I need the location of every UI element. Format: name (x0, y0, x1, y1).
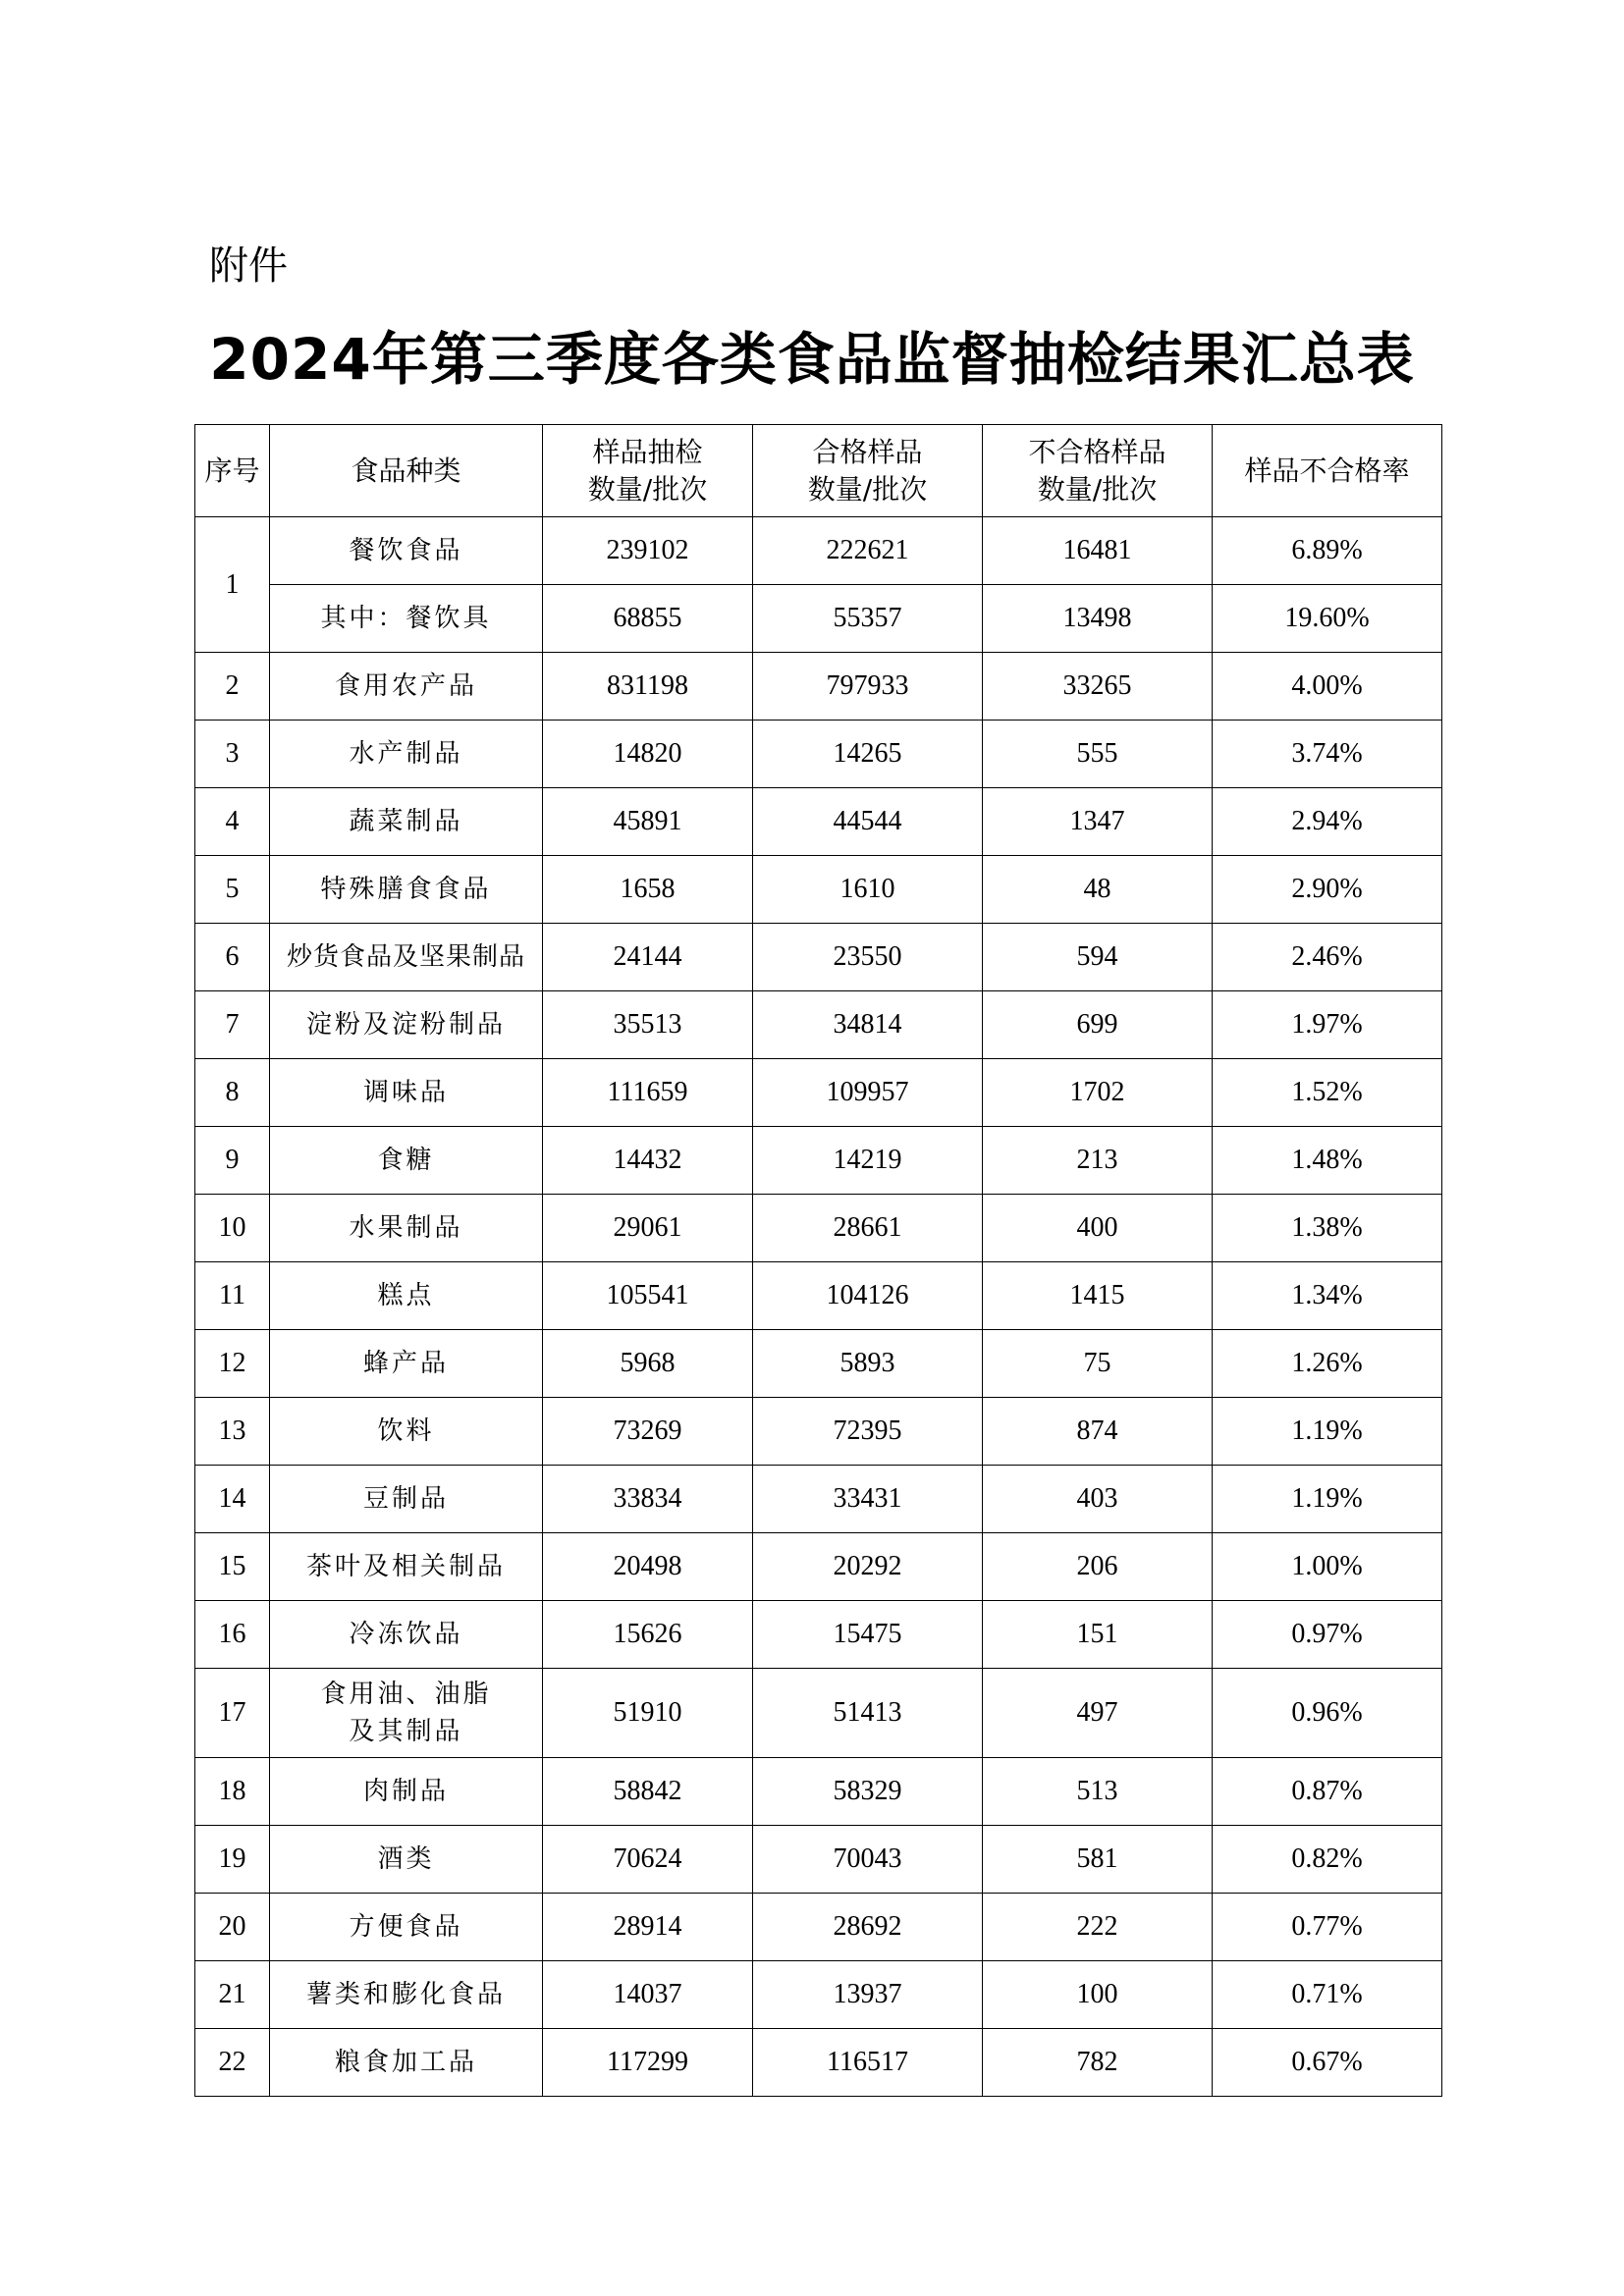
cell-category: 茶叶及相关制品 (270, 1533, 543, 1601)
cell-rate: 1.19% (1213, 1466, 1442, 1533)
cell-seq: 13 (195, 1398, 270, 1466)
cell-category: 水产制品 (270, 721, 543, 788)
table-row (195, 1127, 1442, 1195)
column-header-unqualified: 不合格样品 数量/批次 (983, 425, 1213, 517)
table-row (195, 1758, 1442, 1826)
cell-unqualified: 555 (983, 721, 1213, 788)
cell-unqualified: 75 (983, 1330, 1213, 1398)
cell-sampled: 70624 (543, 1826, 753, 1894)
cell-sampled: 14432 (543, 1127, 753, 1195)
cell-seq: 11 (195, 1262, 270, 1330)
cell-sampled: 35513 (543, 991, 753, 1059)
cell-sampled: 5968 (543, 1330, 753, 1398)
cell-rate: 1.19% (1213, 1398, 1442, 1466)
table-row (195, 1398, 1442, 1466)
column-header-rate: 样品不合格率 (1213, 425, 1442, 517)
cell-category: 水果制品 (270, 1195, 543, 1262)
cell-rate: 0.87% (1213, 1758, 1442, 1826)
column-header-sampled: 样品抽检 数量/批次 (543, 425, 753, 517)
cell-rate: 0.71% (1213, 1961, 1442, 2029)
cell-category: 调味品 (270, 1059, 543, 1127)
cell-unqualified: 206 (983, 1533, 1213, 1601)
table-row (195, 788, 1442, 856)
cell-category: 冷冻饮品 (270, 1601, 543, 1669)
cell-sampled: 117299 (543, 2029, 753, 2097)
cell-seq: 3 (195, 721, 270, 788)
cell-rate: 1.26% (1213, 1330, 1442, 1398)
cell-seq: 10 (195, 1195, 270, 1262)
table-row (195, 1961, 1442, 2029)
cell-sampled: 15626 (543, 1601, 753, 1669)
table-row (195, 2029, 1442, 2097)
cell-unqualified: 699 (983, 991, 1213, 1059)
cell-seq: 5 (195, 856, 270, 924)
cell-unqualified: 100 (983, 1961, 1213, 2029)
table-row (195, 1330, 1442, 1398)
cell-unqualified: 1702 (983, 1059, 1213, 1127)
cell-seq: 16 (195, 1601, 270, 1669)
cell-unqualified: 400 (983, 1195, 1213, 1262)
cell-qualified: 14265 (753, 721, 983, 788)
cell-unqualified: 1415 (983, 1262, 1213, 1330)
cell-sampled: 105541 (543, 1262, 753, 1330)
cell-rate: 0.96% (1213, 1669, 1442, 1758)
table-row (195, 1466, 1442, 1533)
cell-qualified: 116517 (753, 2029, 983, 2097)
cell-category: 薯类和膨化食品 (270, 1961, 543, 2029)
cell-sampled: 28914 (543, 1894, 753, 1961)
cell-qualified: 33431 (753, 1466, 983, 1533)
cell-sampled: 45891 (543, 788, 753, 856)
cell-rate: 1.48% (1213, 1127, 1442, 1195)
cell-category: 豆制品 (270, 1466, 543, 1533)
attachment-label: 附件 (209, 243, 288, 289)
cell-seq: 20 (195, 1894, 270, 1961)
cell-seq: 1 (195, 517, 270, 653)
cell-category: 食糖 (270, 1127, 543, 1195)
table-row (195, 1195, 1442, 1262)
cell-qualified: 222621 (753, 517, 983, 585)
cell-qualified: 44544 (753, 788, 983, 856)
column-header-category: 食品种类 (270, 425, 543, 517)
cell-unqualified: 581 (983, 1826, 1213, 1894)
cell-qualified: 23550 (753, 924, 983, 991)
cell-category: 食用油、油脂 及其制品 (270, 1669, 543, 1758)
cell-rate: 2.90% (1213, 856, 1442, 924)
cell-sampled: 68855 (543, 585, 753, 653)
table-row (195, 1826, 1442, 1894)
table-row (195, 856, 1442, 924)
cell-rate: 1.34% (1213, 1262, 1442, 1330)
cell-unqualified: 33265 (983, 653, 1213, 721)
cell-sampled: 20498 (543, 1533, 753, 1601)
cell-rate: 6.89% (1213, 517, 1442, 585)
table-row (195, 517, 1442, 585)
cell-rate: 4.00% (1213, 653, 1442, 721)
cell-category: 其中：餐饮具 (270, 585, 543, 653)
cell-qualified: 14219 (753, 1127, 983, 1195)
results-table-container (194, 424, 1442, 2097)
table-row (195, 1059, 1442, 1127)
cell-unqualified: 151 (983, 1601, 1213, 1669)
cell-qualified: 1610 (753, 856, 983, 924)
cell-unqualified: 1347 (983, 788, 1213, 856)
cell-unqualified: 16481 (983, 517, 1213, 585)
cell-unqualified: 874 (983, 1398, 1213, 1466)
table-row (195, 1894, 1442, 1961)
table-row (195, 721, 1442, 788)
cell-seq: 17 (195, 1669, 270, 1758)
cell-category: 糕点 (270, 1262, 543, 1330)
results-table (194, 424, 1442, 2097)
cell-category: 饮料 (270, 1398, 543, 1466)
cell-qualified: 797933 (753, 653, 983, 721)
cell-seq: 15 (195, 1533, 270, 1601)
cell-category: 特殊膳食食品 (270, 856, 543, 924)
cell-category: 食用农产品 (270, 653, 543, 721)
table-row (195, 991, 1442, 1059)
cell-qualified: 55357 (753, 585, 983, 653)
cell-rate: 1.00% (1213, 1533, 1442, 1601)
cell-sampled: 14037 (543, 1961, 753, 2029)
cell-seq: 8 (195, 1059, 270, 1127)
cell-rate: 1.38% (1213, 1195, 1442, 1262)
cell-seq: 6 (195, 924, 270, 991)
cell-qualified: 58329 (753, 1758, 983, 1826)
cell-rate: 0.97% (1213, 1601, 1442, 1669)
cell-sampled: 58842 (543, 1758, 753, 1826)
cell-qualified: 72395 (753, 1398, 983, 1466)
cell-unqualified: 782 (983, 2029, 1213, 2097)
cell-sampled: 29061 (543, 1195, 753, 1262)
cell-category: 粮食加工品 (270, 2029, 543, 2097)
cell-category: 餐饮食品 (270, 517, 543, 585)
cell-unqualified: 497 (983, 1669, 1213, 1758)
cell-unqualified: 513 (983, 1758, 1213, 1826)
cell-rate: 2.46% (1213, 924, 1442, 991)
cell-unqualified: 222 (983, 1894, 1213, 1961)
cell-sampled: 1658 (543, 856, 753, 924)
cell-seq: 12 (195, 1330, 270, 1398)
cell-qualified: 20292 (753, 1533, 983, 1601)
table-header-row (195, 425, 1442, 517)
cell-qualified: 51413 (753, 1669, 983, 1758)
cell-category: 方便食品 (270, 1894, 543, 1961)
cell-unqualified: 403 (983, 1466, 1213, 1533)
cell-rate: 19.60% (1213, 585, 1442, 653)
column-header-qualified: 合格样品 数量/批次 (753, 425, 983, 517)
table-row (195, 1533, 1442, 1601)
cell-qualified: 70043 (753, 1826, 983, 1894)
cell-sampled: 73269 (543, 1398, 753, 1466)
cell-seq: 21 (195, 1961, 270, 2029)
cell-rate: 0.82% (1213, 1826, 1442, 1894)
cell-seq: 9 (195, 1127, 270, 1195)
cell-qualified: 13937 (753, 1961, 983, 2029)
cell-rate: 1.97% (1213, 991, 1442, 1059)
cell-sampled: 831198 (543, 653, 753, 721)
page-title: 2024年第三季度各类食品监督抽检结果汇总表 (209, 326, 1415, 393)
cell-qualified: 15475 (753, 1601, 983, 1669)
cell-category: 淀粉及淀粉制品 (270, 991, 543, 1059)
cell-sampled: 239102 (543, 517, 753, 585)
cell-category: 肉制品 (270, 1758, 543, 1826)
table-row (195, 585, 1442, 653)
table-row (195, 653, 1442, 721)
cell-rate: 0.67% (1213, 2029, 1442, 2097)
table-row (195, 1601, 1442, 1669)
cell-rate: 1.52% (1213, 1059, 1442, 1127)
cell-category: 炒货食品及坚果制品 (270, 924, 543, 991)
cell-unqualified: 594 (983, 924, 1213, 991)
cell-qualified: 5893 (753, 1330, 983, 1398)
cell-sampled: 24144 (543, 924, 753, 991)
cell-rate: 3.74% (1213, 721, 1442, 788)
cell-rate: 0.77% (1213, 1894, 1442, 1961)
cell-unqualified: 13498 (983, 585, 1213, 653)
cell-seq: 7 (195, 991, 270, 1059)
cell-sampled: 111659 (543, 1059, 753, 1127)
cell-qualified: 109957 (753, 1059, 983, 1127)
table-row (195, 1669, 1442, 1758)
cell-sampled: 14820 (543, 721, 753, 788)
cell-qualified: 34814 (753, 991, 983, 1059)
cell-unqualified: 213 (983, 1127, 1213, 1195)
cell-seq: 4 (195, 788, 270, 856)
cell-category: 蔬菜制品 (270, 788, 543, 856)
table-row (195, 1262, 1442, 1330)
cell-seq: 2 (195, 653, 270, 721)
cell-unqualified: 48 (983, 856, 1213, 924)
cell-qualified: 28692 (753, 1894, 983, 1961)
cell-category: 蜂产品 (270, 1330, 543, 1398)
table-row (195, 924, 1442, 991)
cell-rate: 2.94% (1213, 788, 1442, 856)
cell-category: 酒类 (270, 1826, 543, 1894)
cell-qualified: 104126 (753, 1262, 983, 1330)
column-header-seq: 序号 (195, 425, 270, 517)
cell-seq: 22 (195, 2029, 270, 2097)
cell-seq: 14 (195, 1466, 270, 1533)
cell-seq: 18 (195, 1758, 270, 1826)
cell-sampled: 51910 (543, 1669, 753, 1758)
cell-sampled: 33834 (543, 1466, 753, 1533)
cell-qualified: 28661 (753, 1195, 983, 1262)
cell-seq: 19 (195, 1826, 270, 1894)
